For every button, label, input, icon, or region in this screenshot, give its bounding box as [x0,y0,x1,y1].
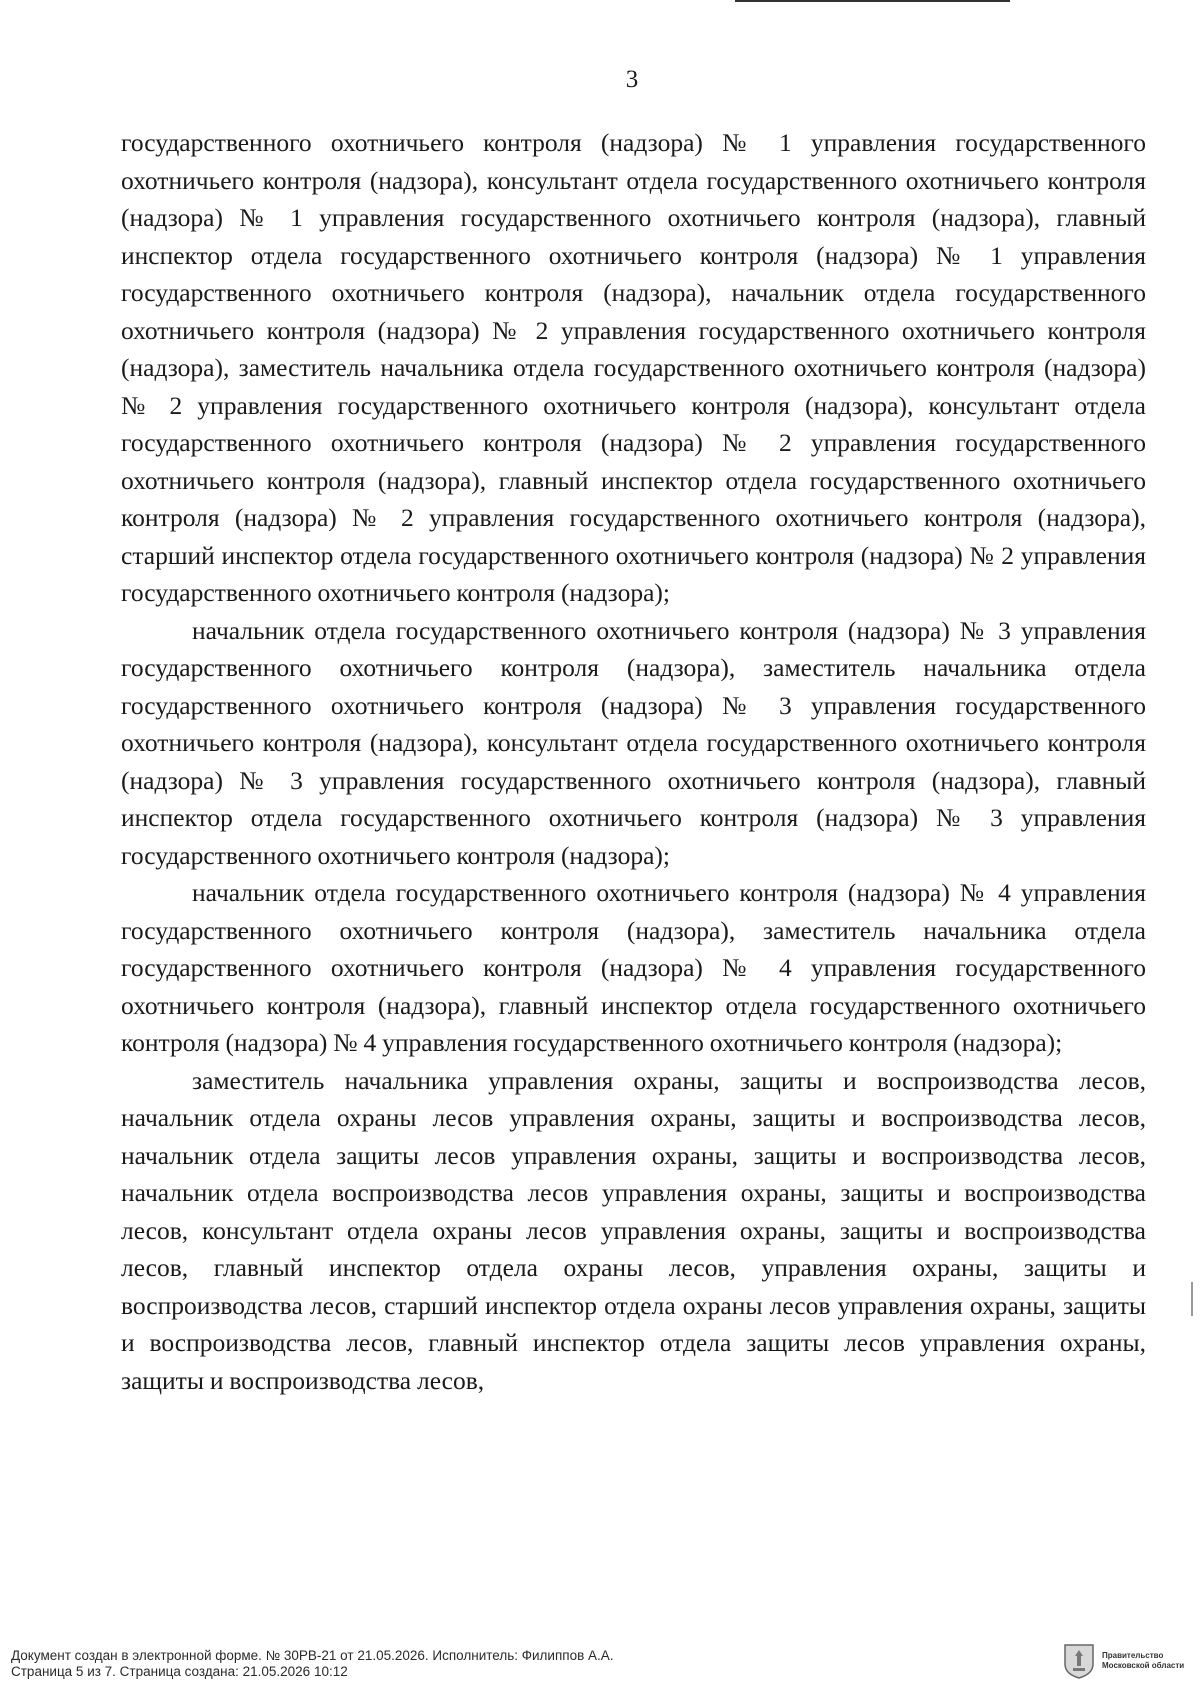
paragraph-4: заместитель начальника управления охраны, защиты и воспроизводства лесов, начальник отдела охраны лесов управления охраны, защиты и воспроизводства лесов, начальник отдела защиты лесов управления охраны, защиты и воспроизводства лесов, начальник отдела воспроизводства лесов управления охраны, защиты и воспроизводства лесов, консультант отдела охраны лесов управления охраны, защиты и воспроизводства лесов, главный инспектор отдела охраны лесов, управления охраны, защиты и воспроизводства лесов, старший инспектор отдела охраны лесов управления охраны, защиты и воспроизводства лесов, главный инспектор отдела защиты лесов управления охраны, защиты и воспроизводства лесов, [121,1065,1146,1395]
electronic-document-footer [11,1648,614,1680]
government-logo [1062,1642,1184,1680]
footer-document-info: Документ создан в электронной форме. № 30РВ-21 от 21.05.2026. Исполнитель: Филиппов А.А. [11,1648,614,1663]
logo-text-line2: Московской области [1102,1661,1185,1670]
logo-text-line1: Правительство [1102,1651,1164,1660]
moscow-region-emblem-icon [1062,1642,1096,1680]
page-number: 3 [625,66,639,93]
paragraph-2: начальник отдела государственного охотничьего контроля (надзора) № 3 управления государственного охотничьего контроля (надзора), заместитель начальника отдела государственного охотничьего контроля (надзора) № 3 управления государственного охотничьего контроля (надзора), консультант отдела государственного охотничьего контроля (надзора) № 3 управления государственного охотничьего контроля (надзора), главный инспектор отдела государственного охотничьего контроля (надзора) № 3 управления государственного охотничьего контроля (надзора); [121,615,1146,870]
footer-page-info: Страница 5 из 7. Страница создана: 21.05.2026 10:12 [11,1664,348,1679]
top-rule [735,0,1010,2]
paragraph-1: государственного охотничьего контроля (надзора) № 1 управления государственного охотничьего контроля (надзора), консультант отдела государственного охотничьего контроля (надзора) № 1 управления государственного охотничьего контроля (надзора), главный инспектор отдела государственного охотничьего контроля (надзора) № 1 управления государственного охотничьего контроля (надзора), начальник отдела государственного охотничьего контроля (надзора) № 2 управления государственного охотничьего контроля (надзора), заместитель начальника отдела государственного охотничьего контроля (надзора) № 2 управления государственного охотничьего контроля (надзора), консультант отдела государственного охотничьего контроля (надзора) № 2 управления государственного охотничьего контроля (надзора), главный инспектор отдела государственного охотничьего контроля (надзора) № 2 управления государственного охотничьего контроля (надзора), старший инспектор отдела государственного охотничьего контроля (надзора) № 2 управления государственного охотничьего контроля (надзора); [121,128,1146,607]
scan-edge-mark [1191,1282,1193,1316]
paragraph-3: начальник отдела государственного охотничьего контроля (надзора) № 4 управления государственного охотничьего контроля (надзора), заместитель начальника отдела государственного охотничьего контроля (надзора) № 4 управления государственного охотничьего контроля (надзора), главный инспектор отдела государственного охотничьего контроля (надзора) № 4 управления государственного охотничьего контроля (надзора); [121,878,1146,1057]
document-body [121,124,1146,1399]
